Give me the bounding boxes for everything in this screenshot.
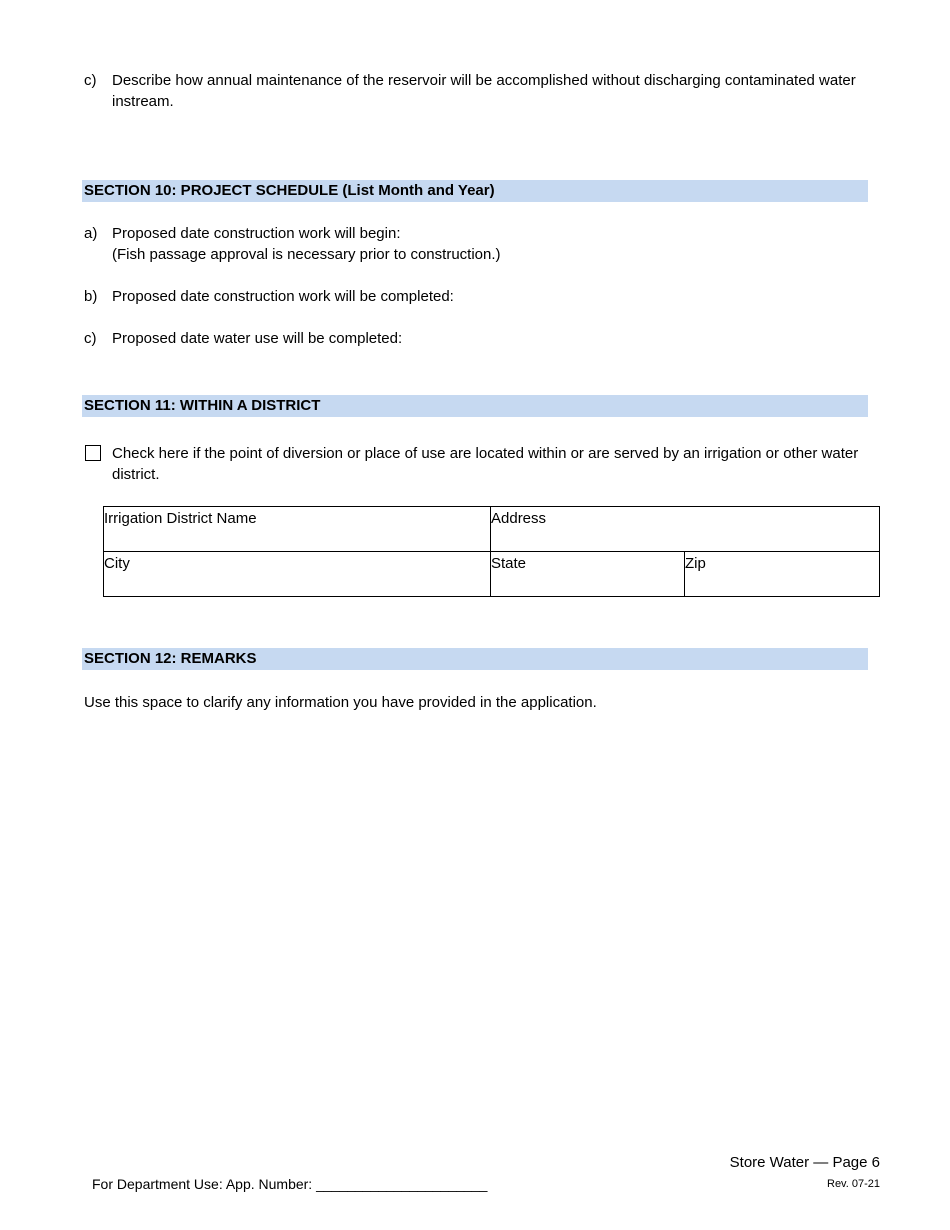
section10-header: SECTION 10: PROJECT SCHEDULE (List Month and Year)	[82, 180, 868, 202]
district-checkbox-label	[84, 443, 874, 485]
item-label: b)	[84, 288, 98, 305]
item-label: c)	[84, 72, 97, 89]
item-text: Proposed date construction work will begin:	[112, 225, 401, 242]
remarks-area[interactable]	[84, 725, 870, 1125]
item-text: Proposed date construction work will be completed:	[112, 288, 454, 305]
table-row	[104, 507, 880, 552]
table-row	[104, 552, 880, 597]
item-text: Proposed date water use will be completed:	[112, 330, 403, 347]
section12-header: SECTION 12: REMARKS	[82, 648, 868, 670]
item-text: Describe how annual maintenance of the reservoir will be accomplished without discharging contaminated water instream.	[112, 72, 856, 110]
section10-item-c	[84, 328, 874, 349]
section10-item-b	[84, 286, 874, 307]
section10-item-a	[84, 223, 874, 265]
state-field[interactable]: State	[491, 552, 685, 597]
remarks-instructions: Use this space to clarify any information you have provided in the application.	[84, 694, 597, 711]
city-field[interactable]: City	[104, 552, 491, 597]
item-note: (Fish passage approval is necessary prior to construction.)	[112, 246, 501, 263]
section9-item-c	[84, 70, 874, 112]
revision-label: Rev. 07-21	[827, 1178, 880, 1190]
checkbox-text: Check here if the point of diversion or place of use are located within or are served by an irrigation or other water district.	[112, 445, 859, 483]
item-label: a)	[84, 225, 98, 242]
zip-field[interactable]: Zip	[685, 552, 880, 597]
address-field[interactable]: Address	[491, 507, 880, 552]
item-label: c)	[84, 330, 97, 347]
department-use-line: For Department Use: App. Number: ______________________	[92, 1176, 488, 1192]
district-name-field[interactable]: Irrigation District Name	[104, 507, 491, 552]
district-info-table	[103, 506, 880, 597]
section11-header: SECTION 11: WITHIN A DISTRICT	[82, 395, 868, 417]
page-number: Store Water — Page 6	[729, 1154, 880, 1171]
